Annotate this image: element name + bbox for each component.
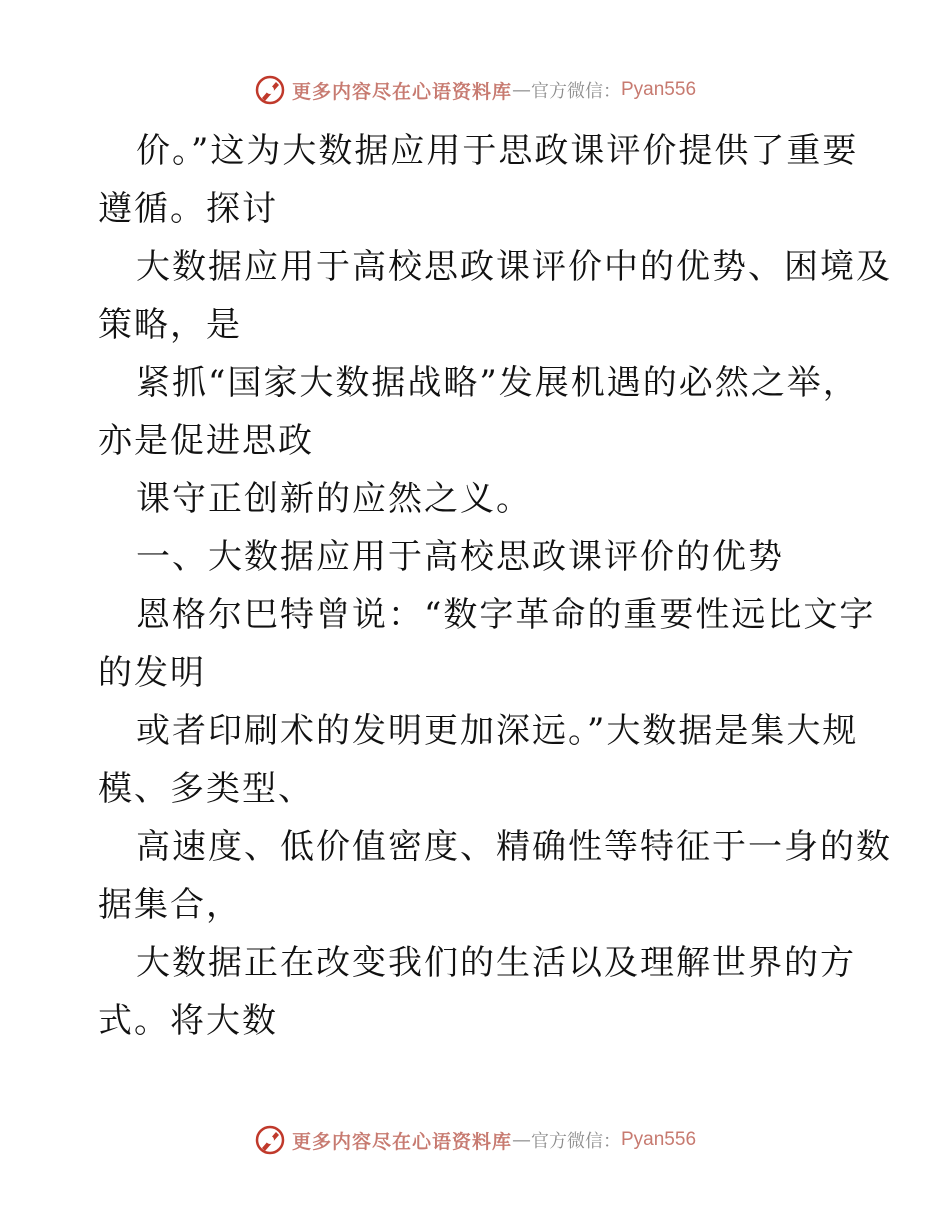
watermark-main-text: 更多内容尽在心语资料库 (291, 80, 512, 103)
text-line: 大数据正在改变我们的生活以及理解世界的方 (136, 943, 856, 983)
text-line: 高速度、低价值密度、精确性等特征于一身的数 (136, 827, 892, 867)
watermark-dash: — (512, 79, 531, 101)
text-line: 据集合， (98, 885, 242, 925)
footer-watermark (0, 1120, 950, 1160)
section-heading: 一、大数据应用于高校思政课评价的优势 (136, 537, 784, 577)
pen-logo-icon (254, 74, 286, 106)
watermark-dash: — (512, 1129, 531, 1151)
watermark-wechat-id: Pyan556 (621, 79, 697, 100)
watermark-main-text: 更多内容尽在心语资料库 (291, 1130, 512, 1153)
text-line: 式。将大数 (98, 1001, 278, 1041)
text-line: 课守正创新的应然之义。 (136, 479, 532, 519)
text-line: 或者印刷术的发明更加深远。”大数据是集大规 (136, 711, 859, 751)
text-line: 模、多类型、 (98, 769, 314, 809)
text-line: 恩格尔巴特曾说：“数字革命的重要性远比文字 (136, 595, 876, 635)
header-watermark (0, 70, 950, 110)
watermark-wechat-id: Pyan556 (621, 1129, 697, 1150)
watermark-wechat-label: 官方微信： (531, 1131, 621, 1152)
text-line: 价。”这为大数据应用于思政课评价提供了重要 (136, 131, 859, 171)
text-line: 大数据应用于高校思政课评价中的优势、困境及 (136, 247, 892, 287)
text-line: 遵循。探讨 (98, 189, 278, 229)
pen-logo-icon (254, 1124, 286, 1156)
text-line: 紧抓“国家大数据战略”发展机遇的必然之举， (136, 363, 859, 403)
text-line: 亦是促进思政 (98, 421, 314, 461)
document-body (98, 122, 892, 1050)
watermark-wechat-label: 官方微信： (531, 81, 621, 102)
text-line: 的发明 (98, 653, 206, 693)
text-line: 策略，是 (98, 305, 242, 345)
